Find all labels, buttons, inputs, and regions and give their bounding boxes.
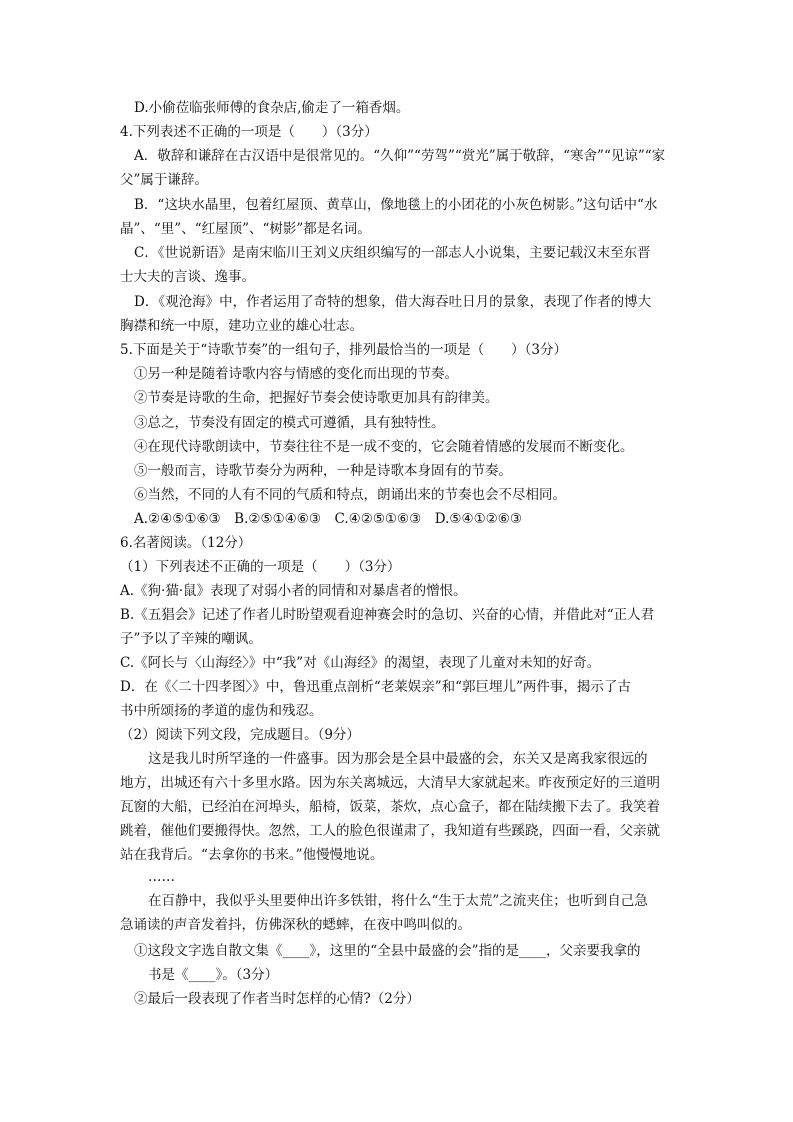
passage-line-6: 在百静中，我似乎头里要伸出许多铁钳，将什么“生于太荒”之流夹住；也听到自己急	[148, 893, 648, 909]
q4-option-d-line1: D．《观沧海》中，作者运用了奇特的想象，借大海吞吐日月的景象，表现了作者的博大	[134, 294, 652, 310]
q5-sentence-6: ⑥当然，不同的人有不同的气质和特点，朗诵出来的节奏也会不尽相同。	[134, 487, 566, 503]
q6-1-option-b-line1: B.《五猖会》记述了作者儿时盼望观看迎神赛会时的急切、兴奋的心情，并借此对“正人君	[120, 607, 655, 623]
q6-2-sub2: ②最后一段表现了作者当时怎样的心情?（2分）	[134, 991, 420, 1007]
passage-ellipsis: ……	[148, 869, 175, 885]
q3-option-d: D.小偷莅临张师傅的食杂店,偷走了一箱香烟。	[134, 100, 410, 116]
q5-sentence-5: ⑤一般而言，诗歌节奏分为两种，一种是诗歌本身固有的节奏。	[134, 463, 512, 479]
passage-line-7: 急诵读的声音发着抖，仿佛深秋的蟋蟀，在夜中鸣叫似的。	[120, 917, 471, 933]
q5-stem: 5.下面是关于“诗歌节奏”的一组句子，排列最恰当的一项是（ ）（3分）	[120, 342, 568, 358]
q5-options: A.②④⑤①⑥③ B.②⑤①④⑥③ C.④②⑤①⑥③ D.⑤④①②⑥③	[134, 511, 522, 527]
q5-sentence-4: ④在现代诗歌朗读中，节奏往往不是一成不变的，它会随着情感的发展而不断变化。	[134, 439, 634, 455]
passage-line-3: 瓦窗的大船，已经泊在河埠头，船椅，饭菜，茶炊，点心盒子，都在陆续搬下去了。我笑着	[120, 799, 660, 815]
q5-sentence-3: ③总之，节奏没有固定的模式可遵循，具有独特性。	[134, 415, 445, 431]
passage-line-2: 地方，出城还有六十多里水路。因为东关离城远，大清早大家就起来。昨夜预定好的三道明	[120, 775, 660, 791]
q6-1-option-a: A.《狗·猫·鼠》表现了对弱小者的同情和对暴虐者的憎恨。	[120, 583, 467, 599]
q6-1-option-d-line1: D．在《〈二十四孝图〉》中，鲁迅重点剖析“老莱娱亲”和“郭巨埋儿”两件事，揭示了古	[120, 679, 631, 695]
q4-option-b-line1: B．“这块水晶里，包着红屋顶、黄草山，像地毯上的小团花的小灰色树影。”这句话中“水	[134, 197, 658, 213]
q5-sentence-1: ①另一种是随着诗歌内容与情感的变化而出现的节奏。	[134, 366, 458, 382]
q6-2-sub1-line1: ①这段文字选自散文集《____》，这里的“全县中最盛的会”指的是____，父亲要我拿的	[134, 943, 641, 959]
q4-option-a-line2: 父”属于谦辞。	[120, 172, 208, 188]
q4-option-c-line2: 士大夫的言谈、逸事。	[120, 269, 255, 285]
q4-option-a-line1: A．敬辞和谦辞在古汉语中是很常见的。“久仰”“劳驾”“赏光”属于敬辞，“寒舍”“见谅”“家	[134, 148, 666, 164]
passage-line-1: 这是我儿时所罕逢的一件盛事。因为那会是全县中最盛的会，东关又是离我家很远的	[148, 751, 648, 767]
q6-1-option-c: C.《阿长与〈山海经〉》中“我”对《山海经》的渴望，表现了儿童对未知的好奇。	[120, 655, 601, 671]
q4-option-c-line1: C．《世说新语》是南宋临川王刘义庆组织编写的一部志人小说集，主要记载汉末至东晋	[134, 245, 651, 261]
q4-option-b-line2: 晶”、“里”、“红屋顶”、“树影”都是名词。	[120, 221, 371, 237]
q6-stem: 6.名著阅读。（12分）	[120, 535, 252, 551]
q4-stem: 4.下列表述不正确的一项是（ ）（3分）	[120, 124, 378, 140]
q6-1-option-b-line2: 子”予以了辛辣的嘲讽。	[120, 631, 262, 647]
q4-option-d-line2: 胸襟和统一中原，建功立业的雄心壮志。	[120, 318, 363, 334]
q5-sentence-2: ②节奏是诗歌的生命，把握好节奏会使诗歌更加具有韵律美。	[134, 390, 499, 406]
q6-2-sub1-line2: 书是《____》。（3分）	[148, 967, 279, 983]
passage-line-5: 站在我背后。“去拿你的书来。”他慢慢地说。	[120, 847, 384, 863]
q6-2-stem: （2）阅读下列文段，完成题目。（9分）	[120, 727, 360, 743]
q6-1-stem: （1）下列表述不正确的一项是（ ）（3分）	[120, 559, 401, 575]
passage-line-4: 跳着，催他们要搬得快。忽然，工人的脸色很谨肃了，我知道有些蹊跷，四面一看，父亲就	[120, 823, 660, 839]
q6-1-option-d-line2: 书中所颂扬的孝道的虚伪和残忍。	[120, 703, 323, 719]
